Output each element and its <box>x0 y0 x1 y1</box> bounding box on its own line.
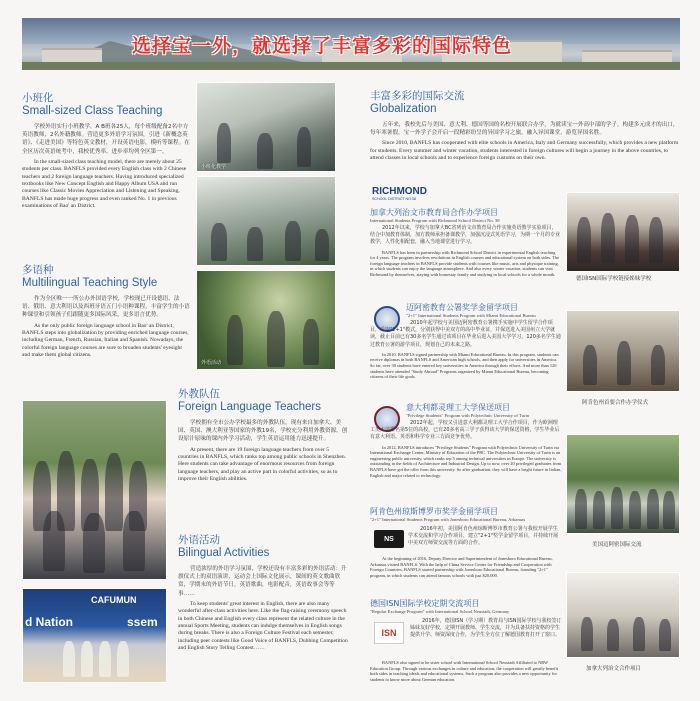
arkansas-body <box>408 526 562 551</box>
isn-body <box>410 618 562 643</box>
turin-photo-caption: 美国迈阿密国际交流 <box>592 542 642 548</box>
turin-body-cn: 2012年起，学校又引进意大利都灵理工大学合作项目，作为欧洲理工类大学排名第5位的高校，已有20多名高三学子获得该大学的保送资格，学生毕业后有意大利语、英语和科学专业三方面竞争优势。 <box>370 420 560 441</box>
banner-title: 选择宝一外，就选择了丰富多彩的国际特色 <box>132 35 513 57</box>
isn-body-en: BANFLS also signed to be sister school with International School Neustadt Affiliated to NRW Education Group. Through various exchanges in culture and education, the cooperation will greatly benefit both sides in teaching ideals and educational systems. Such a program also provides a new opportunity for students to know more about German education. <box>370 660 559 682</box>
richmond-logo <box>372 186 427 201</box>
turin-title-cn: 意大利都灵理工大学保送项目 <box>406 403 510 412</box>
turin-body-en: In 2012, BANFLS introduces "Privilege Students" Program with Polytechnic University of Turin via International Exchange Center, Ministry of Education of the PRC. The Polytechnic University of Turin is an engineering public university, which ranks top 5 among technical universities in Europe. The university is outstanding in the fields of Architecture and Industrial Design. Up to now, over 20 privileged graduates from BANFLS have got the offer from this university. So after graduation, they will have a bright future in Italian, English and major related to technology. <box>370 444 562 478</box>
richmond-title-cn: 加拿大列治文市教育局合作办学项目 <box>370 208 498 217</box>
section-globalization <box>370 88 680 166</box>
photo-small-class-caption: 小班化教学 <box>201 164 227 170</box>
multilingual-title-cn: 多语种 <box>22 264 54 276</box>
photo-turin <box>566 434 680 534</box>
isn-title-cn: 德国ISN国际学校定期交流项目 <box>370 599 480 608</box>
arkansas-body-en: At the beginning of 2016, Deputy Director and Superintendent of Jonesboro Educational Bureau, Arkansas visited BANFLS. With the help of China Service Center for Friendship and Cooperation with Foreign Countries, BANFLS started partnership with Jonesboro Educational Bureau, founding "2+1" program, in which students can attend famous schools with just $20,000. <box>370 556 553 578</box>
arkansas-body-cn: 2016年初，美国阿肯色州琼斯博罗市教育公署与我校开展学生学术交流和学习合作项目，建立"2+1"奖学金留学项目，并持续开展中美双方师资交流等方面的合作。 <box>408 526 559 547</box>
richmond-body-cn: 2012年以来，学校与加拿大BC省列治文市教育局合作实施英语教学实验项目，结合中加教育体制，加方教师承担备课教学，加强沉浸式英语学习，为期一个月的专业教学，人性化相配套，融入当地课堂进行学习。 <box>370 225 561 246</box>
small-class-body-en: In the small-sized class teaching model, there are merely about 25 students per class. BANFLS provided every English class with 2 Chinese teachers and 2 foreign language teachers. Having introduced specialized textbooks like New Concept English and Happy Album USA and run courses like Classic Movies Appreciation and Listening and Speaking, BANFLS has made huge progress and even ranked No. 1 in previous examinations of Bao' an District. <box>22 158 187 210</box>
program-turin <box>406 402 562 420</box>
conference-text-left: d Nation <box>25 615 73 629</box>
program-arkansas <box>370 506 562 524</box>
foreign-teachers-body-cn: 学校拥有全市公办学校最多的外教队伍，现有来自加拿大、美国、英国、澳大利亚等国家的外教19名，学校充分利用外教资源，创设原汁原味的课内外学习活动，学生英语运用能力迅速提升。 <box>178 420 348 443</box>
globalization-title-cn: 丰富多彩的国际交流 <box>370 90 465 102</box>
photo-miami <box>566 310 680 392</box>
program-richmond <box>370 207 560 281</box>
bilingual-title-cn: 外语活动 <box>178 534 220 546</box>
photo-small-class <box>196 82 336 172</box>
section-bilingual <box>178 532 350 656</box>
arkansas-title-en: "2+1" International Students Program with Jonesboro Educational Bureau, Arkansas <box>370 517 526 522</box>
miami-body-cn: 2010年起学校与美国迈阿密教育公署携手实施中学生留学合作项目，采取"2+1"模式，分别获得中美双方的高中毕业证，并保送进入美国州立大学就读，截止目前已有30多名学生通过该项目在毕业后进入美国大学学习，120多名学生通过教育公署的游学项目，规划自己的未来之路。 <box>370 320 561 348</box>
richmond-logo-sub: SCHOOL DISTRICT NO.38 <box>372 197 416 201</box>
miami-body-en: In 2010, BANFLS signed partnership with Miami Educational Bureau. In this program, students can receive diplomas in both BANFLS and American high schools, and then apply for universities in America. So far, over 30 students have entered key universities in America through their efforts. And more than 120 students have attended "Study Abroad" Programs organized by Miami Educational Bureau, becoming citizens of their life goals. <box>370 351 559 380</box>
section-multilingual <box>22 262 190 363</box>
richmond-title-en: International Students Program with Richmond School District No. 38 <box>370 218 500 223</box>
photo-teacher-group <box>22 400 167 580</box>
miami-title-cn: 迈阿密教育公署奖学金留学项目 <box>406 303 518 312</box>
arkansas-logo: NS <box>374 530 404 548</box>
photo-foreign-teachers-caption: 外语活动 <box>201 360 222 366</box>
richmond-logo-text: RICHMOND <box>372 186 427 197</box>
photo-isn <box>566 572 680 658</box>
multilingual-title-en: Multilingual Teaching Style <box>22 277 158 289</box>
isn-title-en: "Regular Exchange Program" with International School Neustadt, Germany <box>370 609 510 614</box>
small-class-title-en: Small-sized Class Teaching <box>22 105 163 117</box>
multilingual-body-en: As the only public foreign language school in Bao' an District, BANFLS steps into globalization by providing enriched language courses, including German, French, Russian, Italian and Spanish. Nowadays, the colorful foreign language courses are sure to broaden students' eyesight and make them global citizens. <box>22 322 189 359</box>
conference-banner-text: CAFUMUN <box>91 595 137 605</box>
section-foreign-teachers <box>178 386 350 487</box>
isn-logo: ISN <box>374 622 404 644</box>
multilingual-body-cn: 作为全区唯一一所公办外国语学校，学校现已开设德语、法语、俄语、意大利语以及西班牙语五门小语种课程，丰富学生的小语种课堂和引领孩子们跟随更多国际风采，更多语言优势。 <box>22 296 190 319</box>
isn-photo-caption: 加拿大列治文合作项目 <box>586 666 642 672</box>
bilingual-body-cn: 营造浓厚的外语学习氛围，学校还设有丰富多彩的外语活动：升旗仪式上的双语演讲、运动会上国际文化展示，课间的英文歌曲欣赏，学期末的外语节日，英语歌曲，电影配音，英语故事会等等事…… <box>178 566 347 597</box>
photo-language-class <box>196 176 336 266</box>
foreign-teachers-title-en: Foreign Language Teachers <box>178 401 322 413</box>
richmond-photo-caption: 德国ISN国际学校链接姊妹学校 <box>576 276 652 282</box>
arkansas-title-cn: 阿肯色州琼斯博罗市奖学金留学项目 <box>370 507 498 516</box>
miami-title-en: "2+1" International Students Program with Miami Educational Bureau <box>406 313 536 318</box>
foreign-teachers-title-cn: 外教队伍 <box>178 388 220 400</box>
isn-body-cn: 2016年，德国ISN（学习期）教育局与ISN国际学校与我校签订姊妹友好学校，定期开展教师、学生交流，并为具备扶持资格的学生提供升学、师资深度合作，为学生全方位了解德国教育打开了窗口。 <box>410 618 562 639</box>
globalization-body-en: Since 2010, BANFLS has cooperated with elite schools in America, Italy and Germany successfully, which provides a new platform for students. Every summer and winter vacation, students interested in foreign cultures will begin a journey in the above countries, to attend classes in local schools and to experience foreign customs on their own. <box>370 140 679 162</box>
turin-title-en: "Privilege Students" Program with Polytechnic University of Turin <box>406 413 530 418</box>
photo-foreign-teachers <box>196 270 336 370</box>
program-isn <box>370 598 562 616</box>
section-small-class <box>22 90 190 214</box>
globalization-title-en: Globalization <box>370 103 437 115</box>
header-banner <box>22 18 680 70</box>
richmond-body-en: BANFLS has been in partnership with Richmond School District in experimental English teaching for 4 years. The program involves revolutions in English courses and educational system on both sides. The foreign language teachers in BANFLS provide students with courses like music, arts and physique training, in which students can enjoy the language atmosphere. And also every winter vacation, students can visit Richmond by themselves, staying with homestay family and studying in local schools for a whole month. <box>370 249 560 277</box>
turin-body <box>370 420 562 481</box>
photo-mun-conference <box>22 588 167 683</box>
small-class-title-cn: 小班化 <box>22 92 54 104</box>
globalization-body-cn: 五年来，我校先后与美国、意大利、德国等国的名校开展联合办学，为就读宝一外高中部的学子，构建多元成才的出口，每年寒暑假，宝一外学子会开启一段精彩纷呈的异国学习之旅，融入异国课堂，游览异国名胜。 <box>370 122 679 137</box>
miami-body <box>370 320 562 383</box>
bilingual-title-en: Bilingual Activities <box>178 547 270 559</box>
photo-richmond <box>566 192 680 272</box>
isn-body-en-wrap <box>370 660 562 685</box>
small-class-body-cn: 学校外语实行小班教学，A B班各25人，每个班级配备2名中方英语教师，2名外籍教师。营造更多外语学习氛围，引进《新概念英语》、《走进美国》等特色英文教材，开设英语电影，模听等课程。在全区历次英语统考中，我校优秀率、进步率均列全区第一。 <box>22 124 190 155</box>
miami-photo-caption: 阿肯色州首要合作办学仪式 <box>582 400 649 406</box>
program-miami <box>406 302 562 320</box>
bilingual-body-en: To keep students' great interest in English, there are also many wonderful after-class activities here. Like the flag-raising ceremony speech in both Chinese and English every class represent the related culture in the annual Sports Meeting, students can indulge themselves in English songs during breaks. There is also a Foreign Culture Festival each semester, including peer contests like Good Voice of BANFLS, Dubbing Competition and English Story Telling Contest…… <box>178 600 348 652</box>
arkansas-body-en-wrap <box>370 556 562 581</box>
foreign-teachers-body-en: At present, there are 19 foreign language teachers from over 5 countries in BANFLS, which ranks top among public schools in Shenzhen. Here students can take advantage of enormous resources from foreign language teachers, and play an active part in colorful activities, so as to improve their English abilities. <box>178 446 347 483</box>
conference-text-right: ssem <box>127 615 158 629</box>
